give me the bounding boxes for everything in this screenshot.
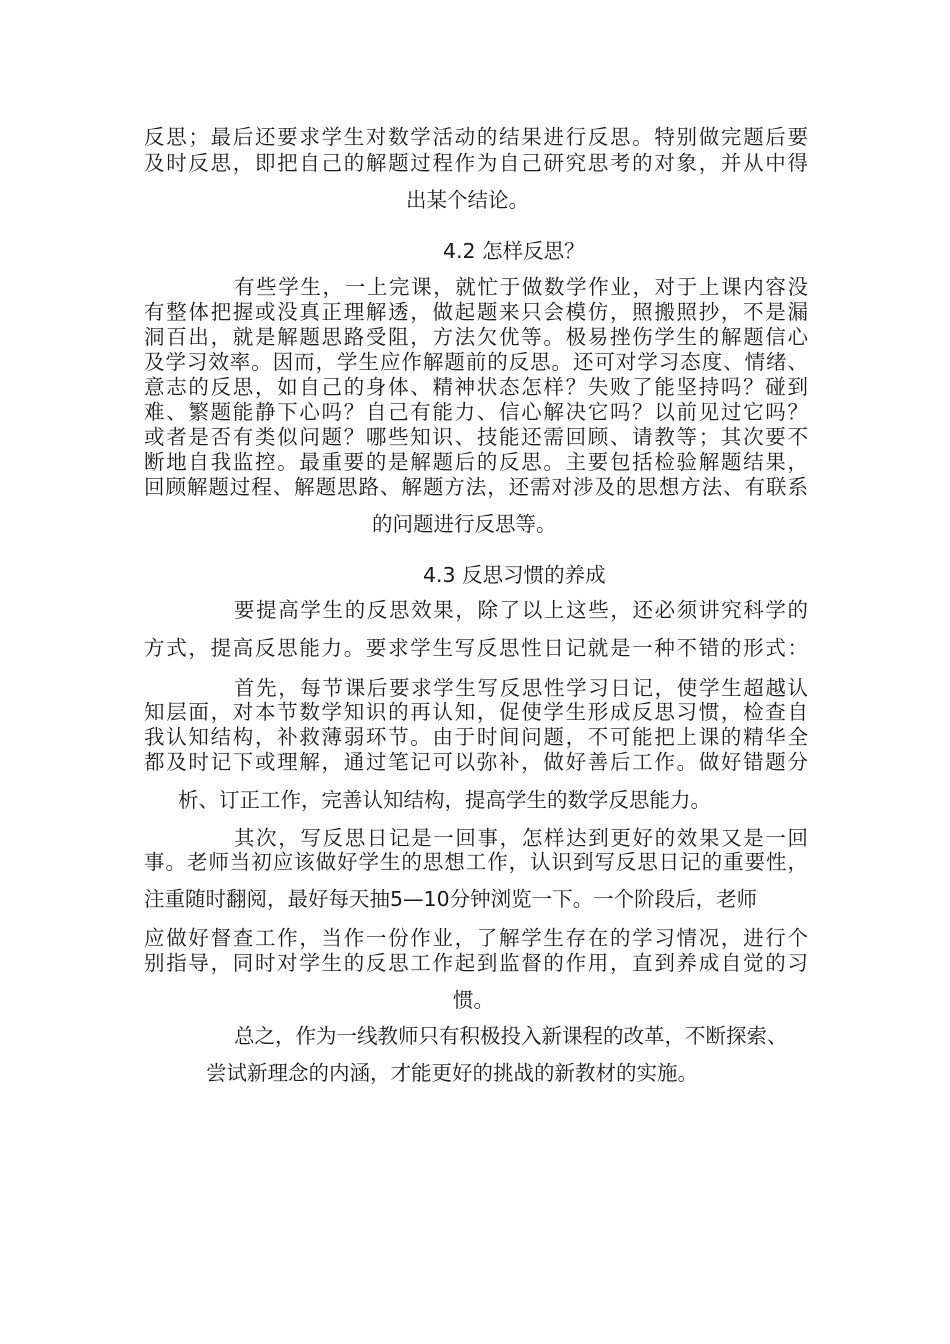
paragraph-5-line-3-number: 5—10 (390, 887, 450, 911)
paragraph-5-line-4: 应做好督查工作，当作一份作业，了解学生存在的学习情况，进行个 (144, 926, 808, 950)
paragraph-1-line-1: 反思；最后还要求学生对数学活动的结果进行反思。特别做完题后要 (144, 125, 808, 149)
paragraph-4-line-3: 我认知结构，补救薄弱环节。由于时间问题，不可能把上课的精华全 (144, 725, 808, 749)
paragraph-4-line-2: 知层面，对本节数学知识的再认知，促使学生形成反思习惯，检查自 (144, 700, 808, 724)
paragraph-5-line-3 (144, 887, 808, 911)
paragraph-2-line-3: 洞百出，就是解题思路受阻，方法欠优等。极易挫伤学生的解题信心 (144, 325, 808, 349)
section-heading-4-2 (443, 239, 585, 263)
paragraph-2-line-9: 回顾解题过程、解题思路、解题方法，还需对涉及的思想方法、有联系 (144, 475, 808, 499)
paragraph-3-line-2: 方式，提高反思能力。要求学生写反思性日记就是一种不错的形式： (144, 636, 808, 660)
paragraph-2-line-8: 断地自我监控。最重要的是解题后的反思。主要包括检验解题结果， (144, 450, 808, 474)
paragraph-5-line-6: 惯。 (453, 988, 494, 1012)
paragraph-5-line-2: 事。老师当初应该做好学生的思想工作，认识到写反思日记的重要性， (144, 850, 808, 874)
paragraph-4-line-1: 首先，每节课后要求学生写反思性学习日记，使学生超越认 (234, 676, 808, 700)
paragraph-2-line-2: 有整体把握或没真正理解透，做起题来只会模仿，照搬照抄，不是漏 (144, 300, 808, 324)
heading-number: 4.3 (423, 563, 456, 587)
paragraph-2-line-6: 难、繁题能静下心吗？自己有能力、信心解决它吗？以前见过它吗？ (144, 400, 808, 424)
paragraph-6-line-2: 尝试新理念的内涵，才能更好的挑战的新教材的实施。 (206, 1061, 698, 1085)
paragraph-4-line-5: 析、订正工作，完善认知结构，提高学生的数学反思能力。 (178, 788, 711, 812)
heading-number: 4.2 (443, 239, 476, 263)
paragraph-2-line-7: 或者是否有类似问题？哪些知识、技能还需回顾、请教等；其次要不 (144, 425, 808, 449)
paragraph-3-line-1: 要提高学生的反思效果，除了以上这些，还必须讲究科学的 (234, 598, 808, 622)
paragraph-5-line-1: 其次，写反思日记是一回事，怎样达到更好的效果又是一回 (234, 826, 808, 850)
paragraph-4-line-4: 都及时记下或理解，通过笔记可以弥补，做好善后工作。做好错题分 (144, 750, 808, 774)
paragraph-5-line-3-part-1: 注重随时翻阅，最好每天抽 (144, 887, 390, 911)
paragraph-2-line-10: 的问题进行反思等。 (372, 512, 557, 536)
paragraph-5-line-3-part-2: 分钟浏览一下。一个阶段后，老师 (449, 887, 758, 911)
paragraph-2-line-4: 及学习效率。因而，学生应作解题前的反思。还可对学习态度、情绪、 (144, 350, 808, 374)
paragraph-2-line-5: 意志的反思，如自己的身体、精神状态怎样？失败了能坚持吗？碰到 (144, 375, 808, 399)
paragraph-2-line-1: 有些学生，一上完课，就忙于做数学作业，对于上课内容没 (234, 275, 808, 299)
paragraph-1-line-2: 及时反思，即把自己的解题过程作为自己研究思考的对象，并从中得 (144, 151, 808, 175)
heading-text: 怎样反思？ (482, 239, 585, 263)
section-heading-4-3 (423, 563, 606, 587)
paragraph-1-line-3: 出某个结论。 (406, 188, 529, 212)
heading-text: 反思习惯的养成 (462, 563, 606, 587)
paragraph-6-line-1: 总之，作为一线教师只有积极投入新课程的改革，不断探索、 (234, 1024, 788, 1048)
paragraph-5-line-5: 别指导，同时对学生的反思工作起到监督的作用，直到养成自觉的习 (144, 951, 808, 975)
